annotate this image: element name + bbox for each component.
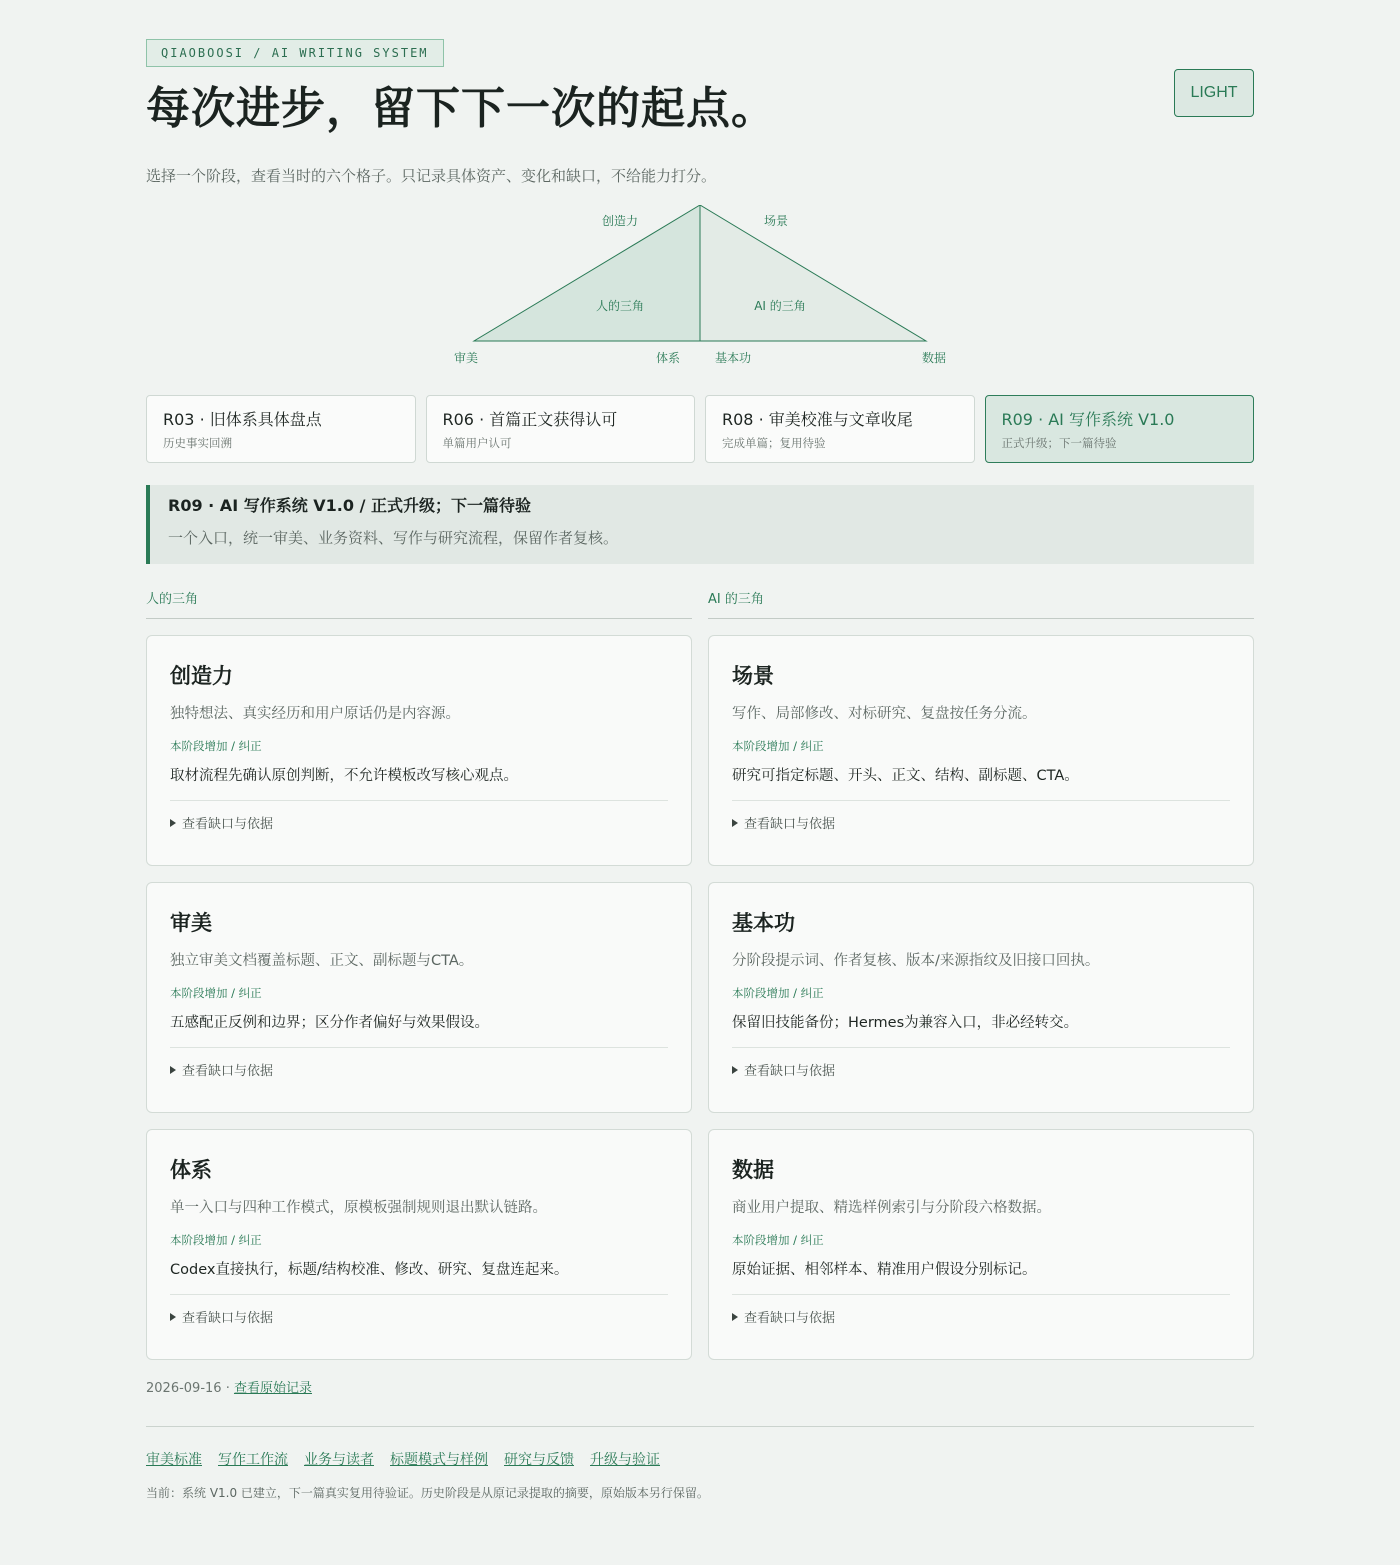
card-details-toggle[interactable] [732, 813, 1230, 832]
vertex-label-scenario: 场景 [763, 214, 789, 228]
card-description: 独特想法、真实经历和用户原话仍是内容源。 [170, 706, 460, 722]
page-subtitle: 选择一个阶段，查看当时的六个格子。只记录具体资产、变化和缺口，不给能力打分。 [146, 167, 717, 185]
stage-summary-callout [146, 485, 1254, 564]
card-change-label: 本阶段增加 / 纠正 [732, 986, 824, 1000]
ai-triangle-label: AI 的三角 [754, 299, 806, 313]
card-title: 场景 [732, 664, 774, 688]
footer-nav [146, 1449, 1254, 1469]
card-change-label: 本阶段增加 / 纠正 [170, 1233, 262, 1247]
card-change: 研究可指定标题、开头、正文、结构、副标题、CTA。 [732, 765, 1230, 801]
stage-title: R03 · 旧体系具体盘点 [163, 410, 322, 429]
card-change-label: 本阶段增加 / 纠正 [170, 986, 262, 1000]
human-column [146, 588, 692, 1360]
stage-selector [146, 395, 1254, 463]
stage-title: R09 · AI 写作系统 V1.0 [1001, 410, 1175, 429]
disclosure-triangle-icon [732, 1066, 738, 1074]
card-change: 保留旧技能备份；Hermes为兼容入口，非必经转交。 [732, 1012, 1230, 1048]
card-details-toggle[interactable] [732, 1307, 1230, 1326]
disclosure-triangle-icon [170, 1066, 176, 1074]
record-meta [146, 1377, 1254, 1396]
card-change-label: 本阶段增加 / 纠正 [732, 1233, 824, 1247]
card-aesthetics [146, 882, 692, 1113]
card-details-toggle[interactable] [170, 1307, 668, 1326]
footer [146, 1426, 1254, 1501]
stage-r03[interactable] [146, 395, 416, 463]
disclosure-triangle-icon [732, 819, 738, 827]
callout-description: 一个入口，统一审美、业务资料、写作与研究流程，保留作者复核。 [168, 529, 619, 547]
card-toggle-label: 查看缺口与依据 [744, 1311, 836, 1326]
card-data [708, 1129, 1254, 1360]
stage-title: R06 · 首篇正文获得认可 [442, 410, 618, 429]
vertex-label-creativity: 创造力 [601, 214, 639, 228]
column-heading: AI 的三角 [708, 588, 1254, 619]
card-toggle-label: 查看缺口与依据 [182, 817, 274, 832]
stage-r09[interactable] [985, 395, 1255, 463]
card-description: 分阶段提示词、作者复核、版本/来源指纹及旧接口回执。 [732, 953, 1100, 969]
card-change: 原始证据、相邻样本、精准用户假设分别标记。 [732, 1259, 1230, 1295]
card-details-toggle[interactable] [170, 1060, 668, 1079]
card-change: 五感配正反例和边界；区分作者偏好与效果假设。 [170, 1012, 668, 1048]
six-cells [146, 588, 1254, 1360]
page-title: 每次进步，留下下一次的起点。 [146, 83, 776, 134]
disclosure-triangle-icon [170, 819, 176, 827]
card-description: 商业用户提取、精选样例索引与分阶段六格数据。 [732, 1200, 1051, 1216]
footer-link-business-readers[interactable]: 业务与读者 [304, 1452, 374, 1468]
record-date: 2026-09-16 [146, 1381, 222, 1396]
card-description: 独立审美文档覆盖标题、正文、副标题与CTA。 [170, 953, 474, 969]
human-triangle-label: 人的三角 [595, 299, 645, 313]
card-title: 基本功 [732, 911, 795, 935]
card-title: 数据 [732, 1158, 774, 1182]
card-change-label: 本阶段增加 / 纠正 [170, 739, 262, 753]
card-change-label: 本阶段增加 / 纠正 [732, 739, 824, 753]
card-creativity [146, 635, 692, 866]
page [146, 0, 1254, 1501]
disclosure-triangle-icon [732, 1313, 738, 1321]
card-toggle-label: 查看缺口与依据 [744, 1064, 836, 1079]
stage-r08[interactable] [705, 395, 975, 463]
card-fundamentals [708, 882, 1254, 1113]
card-toggle-label: 查看缺口与依据 [182, 1064, 274, 1079]
card-description: 单一入口与四种工作模式，原模板强制规则退出默认链路。 [170, 1200, 547, 1216]
vertex-label-data: 数据 [921, 351, 947, 365]
card-title: 创造力 [170, 664, 233, 688]
stage-subtitle: 单篇用户认可 [442, 436, 512, 450]
stage-subtitle: 完成单篇；复用待验 [722, 436, 826, 450]
stage-subtitle: 历史事实回溯 [163, 436, 232, 450]
card-change: 取材流程先确认原创判断，不允许模板改写核心观点。 [170, 765, 668, 801]
stage-subtitle: 正式升级；下一篇待验 [1001, 436, 1117, 450]
footer-link-title-patterns[interactable]: 标题模式与样例 [390, 1452, 488, 1468]
stage-r06[interactable] [426, 395, 696, 463]
footer-link-research-feedback[interactable]: 研究与反馈 [504, 1452, 574, 1468]
human-triangle [474, 205, 700, 341]
stage-title: R08 · 审美校准与文章收尾 [722, 410, 913, 429]
card-scenario [708, 635, 1254, 866]
disclosure-triangle-icon [170, 1313, 176, 1321]
card-toggle-label: 查看缺口与依据 [744, 817, 836, 832]
original-record-link[interactable]: 查看原始记录 [233, 1381, 312, 1396]
triangle-diagram [146, 205, 1254, 385]
card-system [146, 1129, 692, 1360]
meta-separator: · [221, 1381, 234, 1396]
card-description: 写作、局部修改、对标研究、复盘按任务分流。 [732, 706, 1037, 722]
footer-link-writing-workflow[interactable]: 写作工作流 [218, 1452, 288, 1468]
vertex-label-aesthetics: 审美 [453, 351, 479, 365]
ai-triangle [700, 205, 926, 341]
vertex-label-fundamentals: 基本功 [714, 351, 752, 365]
triangle-diagram-svg [146, 205, 1254, 385]
callout-title: R09 · AI 写作系统 V1.0 / 正式升级；下一篇待验 [168, 496, 531, 515]
card-change: Codex直接执行，标题/结构校准、修改、研究、复盘连起来。 [170, 1259, 668, 1295]
footer-link-upgrade-validation[interactable]: 升级与验证 [590, 1452, 660, 1468]
column-heading: 人的三角 [146, 588, 692, 619]
theme-toggle-button[interactable]: LIGHT [1174, 69, 1254, 117]
card-toggle-label: 查看缺口与依据 [182, 1311, 274, 1326]
ai-column [708, 588, 1254, 1360]
vertex-label-system: 体系 [655, 351, 681, 365]
footer-link-aesthetics-standard[interactable]: 审美标准 [146, 1452, 202, 1468]
card-details-toggle[interactable] [732, 1060, 1230, 1079]
card-details-toggle[interactable] [170, 813, 668, 832]
card-title: 体系 [170, 1158, 212, 1182]
card-title: 审美 [170, 911, 212, 935]
footer-note: 当前：系统 V1.0 已建立，下一篇真实复用待验证。历史阶段是从原记录提取的摘要，原始版本另行保留。 [146, 1486, 709, 1500]
brand-tag: QIAOBOOSI / AI WRITING SYSTEM [146, 39, 444, 67]
